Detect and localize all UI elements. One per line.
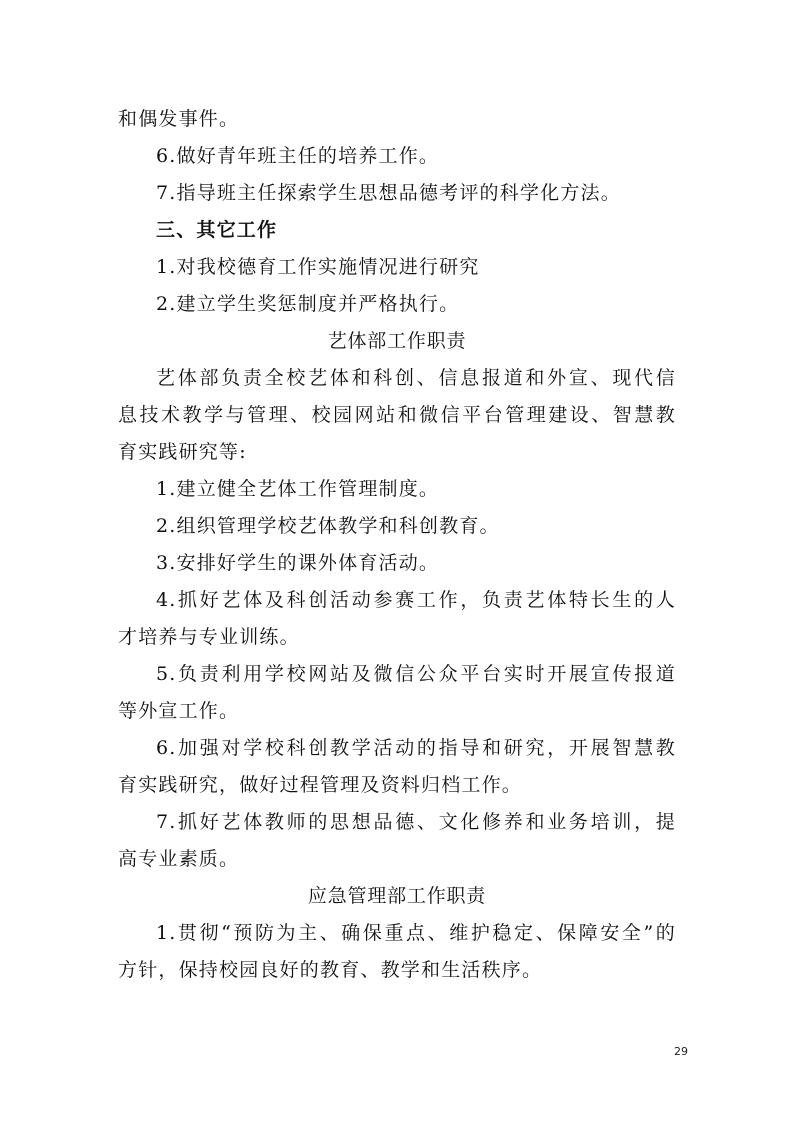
duty-item-6: 6.做好青年班主任的培养工作。 bbox=[156, 145, 440, 167]
arts-sports-intro-line-1: 艺体部负责全校艺体和科创、信息报道和外宣、现代信 bbox=[156, 367, 676, 389]
arts-sports-item-2: 2.组织管理学校艺体教学和科创教育。 bbox=[156, 515, 500, 537]
arts-sports-item-5-line-1: 5.负责利用学校网站及微信公众平台实时开展宣传报道 bbox=[156, 663, 676, 685]
arts-sports-item-4-line-2: 才培养与专业训练。 bbox=[118, 626, 300, 648]
page-number: 29 bbox=[674, 1045, 688, 1058]
other-work-item-1: 1.对我校德育工作实施情况进行研究 bbox=[156, 256, 480, 278]
arts-sports-intro-line-2: 息技术教学与管理、校园网站和微信平台管理建设、智慧教 bbox=[118, 404, 676, 426]
arts-sports-item-6-line-2: 育实践研究，做好过程管理及资料归档工作。 bbox=[118, 774, 523, 796]
arts-sports-intro-line-3: 育实践研究等: bbox=[118, 441, 247, 463]
arts-sports-item-4-line-1: 4.抓好艺体及科创活动参赛工作，负责艺体特长生的人 bbox=[156, 589, 676, 611]
emergency-management-department-title: 应急管理部工作职责 bbox=[307, 885, 487, 907]
arts-sports-department-title: 艺体部工作职责 bbox=[327, 330, 467, 352]
document-body bbox=[118, 101, 676, 989]
section-heading-other-work: 三、其它工作 bbox=[156, 219, 278, 241]
arts-sports-item-3: 3.安排好学生的课外体育活动。 bbox=[156, 552, 440, 574]
duty-item-7: 7.指导班主任探索学生思想品德考评的科学化方法。 bbox=[156, 182, 621, 204]
arts-sports-item-7-line-1: 7.抓好艺体教师的思想品德、文化修养和业务培训，提 bbox=[156, 811, 676, 833]
emergency-item-1-line-1: 1.贯彻“预防为主、确保重点、维护稳定、保障安全”的 bbox=[156, 922, 676, 944]
emergency-item-1-line-2: 方针，保持校园良好的教育、教学和生活秩序。 bbox=[118, 959, 543, 981]
other-work-item-2: 2.建立学生奖惩制度并严格执行。 bbox=[156, 293, 460, 315]
body-line-continuation: 和偶发事件。 bbox=[118, 108, 240, 130]
arts-sports-item-1: 1.建立健全艺体工作管理制度。 bbox=[156, 478, 440, 500]
arts-sports-item-7-line-2: 高专业素质。 bbox=[118, 848, 240, 870]
arts-sports-item-6-line-1: 6.加强对学校科创教学活动的指导和研究，开展智慧教 bbox=[156, 737, 676, 759]
arts-sports-item-5-line-2: 等外宣工作。 bbox=[118, 700, 240, 722]
